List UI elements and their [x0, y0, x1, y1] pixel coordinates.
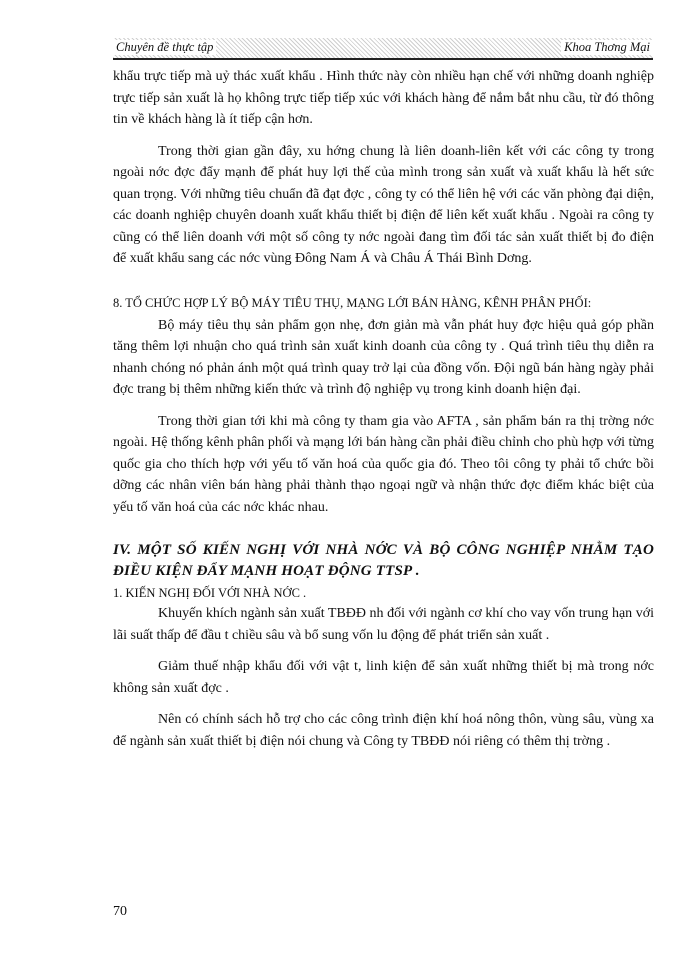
- paragraph-continued: khẩu trực tiếp mà uỷ thác xuất khẩu . Hình thức này còn nhiều hạn chế với những doanh nghiệp trực tiếp sản xuất là họ không trực tiếp tiếp xúc với khách hàng để nắm bắt nhu cầu, từ đó thông tin về khách hàng là ít tiếp cận hơn.: [113, 69, 654, 127]
- paragraph-joint-venture: Trong thời gian gần đây, xu hớng chung là liên doanh-liên kết với các công ty trong ngoài nớc đợc đẩy mạnh để phát huy lợi thế của mình trong sản xuất và xuất khẩu là hết sức quan trọng. Với những tiêu chuẩn đã đạt đợc , công ty có thể liên hệ với các văn phòng đại diện, các doanh nghiệp chuyên doanh xuất khẩu thiết bị điện để liên kết xuất khẩu . Ngoài ra công ty cũng có thể liên doanh với một số công ty nớc ngoài đang tìm đối tác sản xuất thiết bị đo điện để xuất khẩu sang các nớc vùng Đông Nam Á và Châu Á Thái Bình Dơng.: [113, 143, 654, 266]
- page-number: 70: [113, 904, 127, 919]
- paragraph-loans: Khuyến khích ngành sản xuất TBĐĐ nh đối với ngành cơ khí cho vay vốn trung hạn với lãi suất thấp để đầu t chiều sâu và bổ sung vốn lu động để phát triển sản xuất .: [113, 606, 654, 643]
- chapter-heading-iv: IV. MỘT SỐ KIẾN NGHỊ VỚI NHÀ NỚC VÀ BỘ CÔNG NGHIỆP NHẰM TẠO ĐIỀU KIỆN ĐẨY MẠNH HOẠT ĐỘNG TTSP .: [113, 542, 654, 579]
- page-header: [113, 38, 653, 60]
- section-heading-8: 8. TỔ CHỨC HỢP LÝ BỘ MÁY TIÊU THỤ, MẠNG LỚI BÁN HÀNG, KÊNH PHÂN PHỐI:: [113, 295, 592, 310]
- paragraph-afta: Trong thời gian tới khi mà công ty tham gia vào AFTA , sản phẩm bán ra thị trờng nớc ngoài. Hệ thống kênh phân phối và mạng lới bán hàng cần phải điều chỉnh cho phù hợp với từng quốc gia cho thích hợp với yếu tố văn hoá của quốc gia đó. Theo tôi công ty phải tổ chức bồi dỡng các nhân viên bán hàng phải thành thạo ngoại ngữ và nhận thức đợc điểm khác biệt của yếu tố văn hoá của các nớc khác nhau.: [113, 413, 654, 515]
- header-right-title: Khoa Thơng Mại: [561, 40, 653, 55]
- page-body: [113, 66, 654, 752]
- paragraph-rural-electrification: Nên có chính sách hỗ trợ cho các công trình điện khí hoá nông thôn, vùng sâu, vùng xa để ngành sản xuất thiết bị điện nói chung và Công ty TBĐĐ nói riêng có thêm thị trờng .: [113, 712, 654, 749]
- paragraph-sales-apparatus: Bộ máy tiêu thụ sản phẩm gọn nhẹ, đơn giản mà vẫn phát huy đợc hiệu quả góp phần tăng thêm lợi nhuận cho quá trình sản xuất kinh doanh của công ty . Quá trình tiêu thụ diễn ra nhanh chóng nó phản ánh một quá trình quay trở lại của đồng vốn. Đội ngũ bán hàng ngày phải đợc trang bị thêm những kiến thức và trình độ nghiệp vụ trong kinh doanh hiện đại.: [113, 317, 654, 397]
- paragraph-import-tax: Giảm thuế nhập khẩu đối với vật t, linh kiện để sản xuất những thiết bị mà trong nớc không sản xuất đợc .: [113, 659, 654, 696]
- header-left-title: Chuyên đề thực tập: [113, 40, 216, 55]
- subheading-1: 1. KIẾN NGHỊ ĐỐI VỚI NHÀ NỚC .: [113, 586, 307, 600]
